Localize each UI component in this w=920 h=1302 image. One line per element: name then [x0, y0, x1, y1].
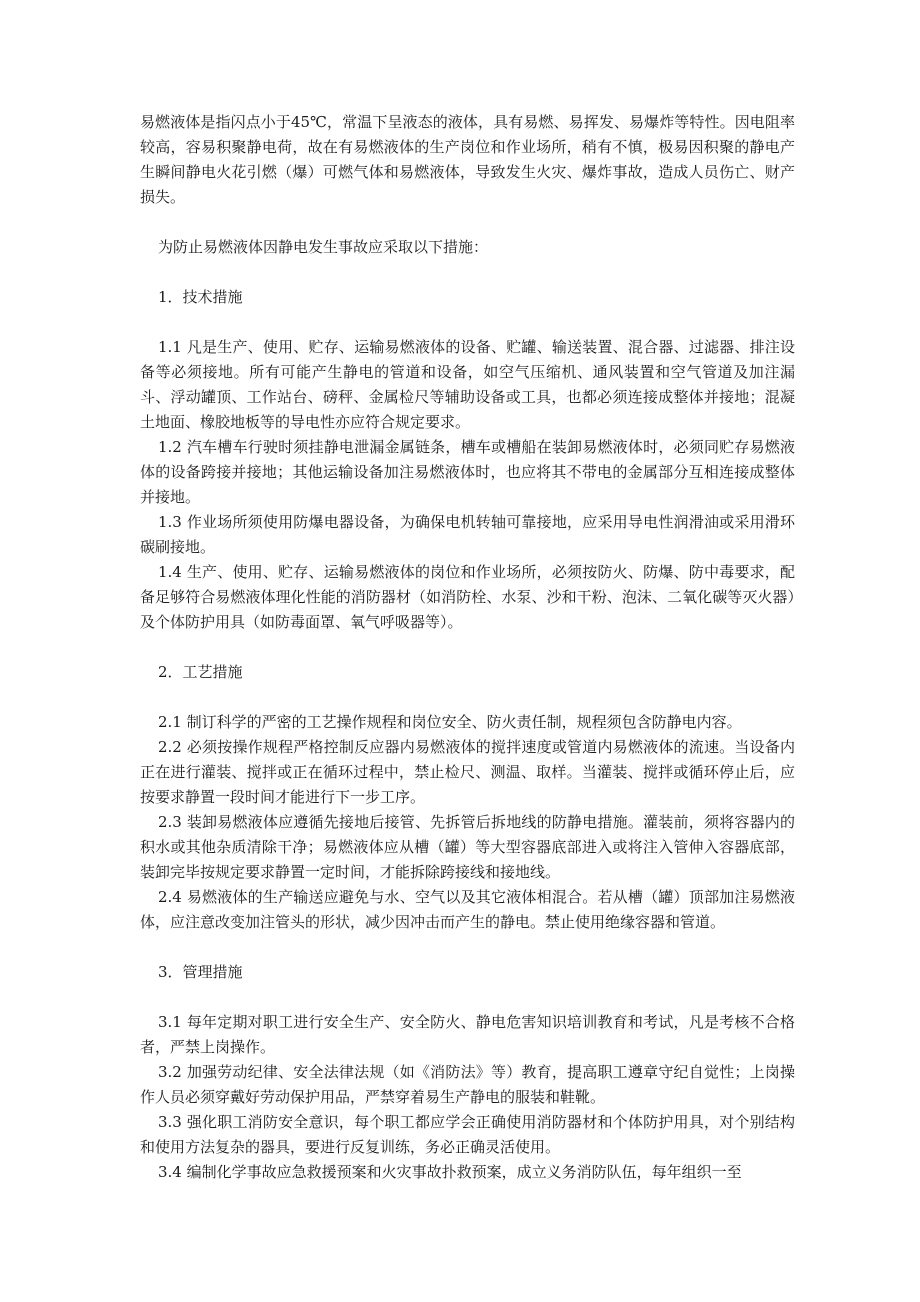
section-heading-technical: 1．技术措施: [158, 288, 243, 306]
section-heading-process: 2．工艺措施: [158, 663, 243, 681]
document-page: [140, 110, 795, 1185]
clause-1-4: 1.4 生产、使用、贮存、运输易燃液体的岗位和作业场所，必须按防火、防爆、防中毒要求，配备足够符合易燃液体理化性能的消防器材（如消防栓、水泵、沙和干粉、泡沫、二氧化碳等灭火器）及个体防护用具（如防毒面罩、氧气呼吸器等）。: [140, 563, 795, 631]
clause-2-3: 2.3 装卸易燃液体应遵循先接地后接管、先拆管后拆地线的防静电措施。灌装前，须将容器内的积水或其他杂质清除干净；易燃液体应从槽（罐）等大型容器底部进入或将注入管伸入容器底部，装卸完毕按规定要求静置一定时间，才能拆除跨接线和接地线。: [140, 813, 795, 881]
clause-2-2: 2.2 必须按操作规程严格控制反应器内易燃液体的搅拌速度或管道内易燃液体的流速。当设备内正在进行灌装、搅拌或正在循环过程中，禁止检尺、测温、取样。当灌装、搅拌或循环停止后，应按要求静置一段时间才能进行下一步工序。: [140, 738, 795, 806]
intro-lead: 为防止易燃液体因静电发生事故应采取以下措施：: [158, 238, 489, 256]
clause-3-3: 3.3 强化职工消防安全意识，每个职工都应学会正确使用消防器材和个体防护用具，对个别结构和使用方法复杂的器具，要进行反复训练，务必正确灵活使用。: [140, 1113, 795, 1156]
clause-2-4: 2.4 易燃液体的生产输送应避免与水、空气以及其它液体相混合。若从槽（罐）顶部加注易燃液体，应注意改变加注管头的形状，减少因冲击而产生的静电。禁止使用绝缘容器和管道。: [140, 888, 795, 931]
clause-3-2: 3.2 加强劳动纪律、安全法律法规（如《消防法》等）教育，提高职工遵章守纪自觉性；上岗操作人员必须穿戴好劳动保护用品，严禁穿着易生产静电的服装和鞋靴。: [140, 1063, 795, 1106]
intro-definition: 易燃液体是指闪点小于45℃，常温下呈液态的液体，具有易燃、易挥发、易爆炸等特性。因电阻率较高，容易积聚静电荷，故在有易燃液体的生产岗位和作业场所，稍有不慎，极易因积聚的静电产生瞬间静电火花引燃（爆）可燃气体和易燃液体，导致发生火灾、爆炸事故，造成人员伤亡、财产损失。: [140, 113, 795, 206]
clause-3-4: 3.4 编制化学事故应急救援预案和火灾事故扑救预案，成立义务消防队伍，每年组织一至: [158, 1163, 742, 1181]
section-heading-management: 3．管理措施: [158, 963, 243, 981]
clause-1-2: 1.2 汽车槽车行驶时须挂静电泄漏金属链条，槽车或槽船在装卸易燃液体时，必须同贮存易燃液体的设备跨接并接地；其他运输设备加注易燃液体时，也应将其不带电的金属部分互相连接成整体并接地。: [140, 438, 795, 506]
clause-1-1: 1.1 凡是生产、使用、贮存、运输易燃液体的设备、贮罐、输送装置、混合器、过滤器、排注设备等必须接地。所有可能产生静电的管道和设备，如空气压缩机、通风装置和空气管道及加注漏斗、浮动罐顶、工作站台、磅秤、金属检尺等辅助设备或工具，也都必须连接成整体并接地；混凝土地面、橡胶地板等的导电性亦应符合规定要求。: [140, 338, 795, 431]
clause-2-1: 2.1 制订科学的严密的工艺操作规程和岗位安全、防火责任制，规程须包含防静电内容。: [158, 713, 742, 731]
clause-1-3: 1.3 作业场所须使用防爆电器设备，为确保电机转轴可靠接地，应采用导电性润滑油或采用滑环碳刷接地。: [140, 513, 795, 556]
clause-3-1: 3.1 每年定期对职工进行安全生产、安全防火、静电危害知识培训教育和考试，凡是考核不合格者，严禁上岗操作。: [140, 1013, 795, 1056]
